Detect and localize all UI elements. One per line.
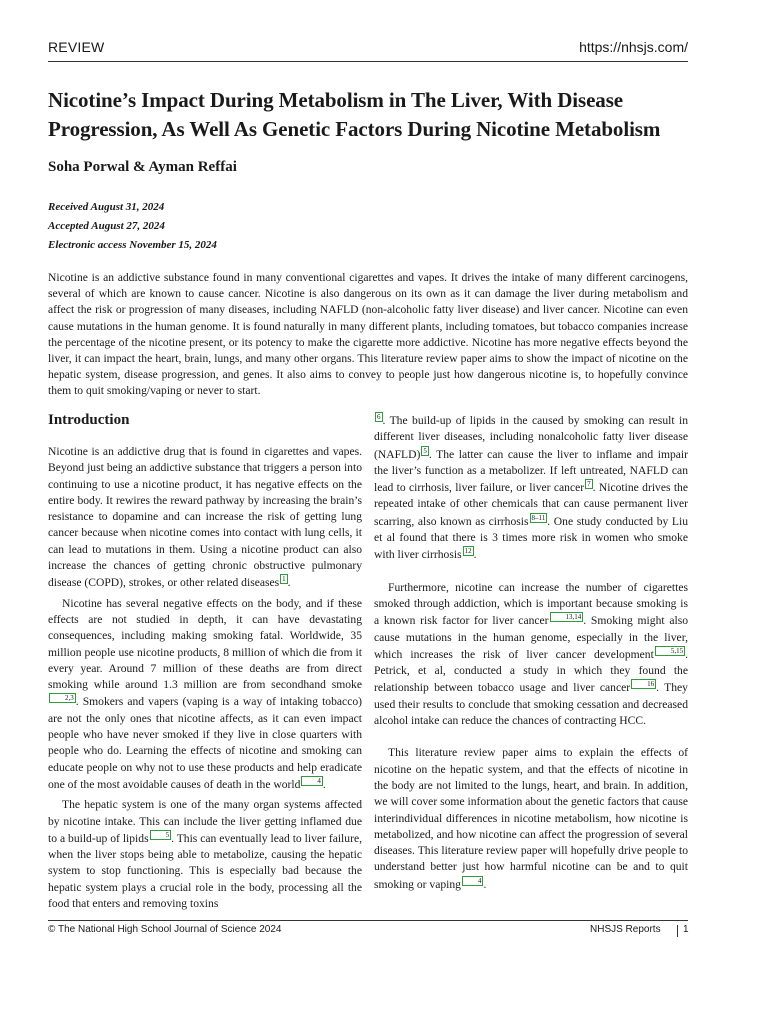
article-title: Nicotine’s Impact During Metabolism in The Liver, With Disease Progression, As Well As Genetic Factors During Nicotine Metabolism (48, 88, 661, 141)
body-paragraph-4: Furthermore, nicotine can increase the number of cigarettes smoked through addiction, which is important because smoking is a known risk factor for liver cancer 13,14 . Smoking might also cause mutations in the human genome, especially in the liver, which increases the risk of liver cancer development 5,15 . Petrick, et al, conducted a study in which they found the relationship between tobacco usage and liver cancer 16 . They used their results to conclude that smoking cessation and decreased alcohol intake can reduce the chances of contracting HCC. (374, 580, 688, 728)
section-heading-introduction: Introduction (48, 412, 130, 428)
right-column (374, 412, 688, 912)
citation-link[interactable]: 5 (423, 446, 427, 455)
citation-link[interactable]: 8–11 (531, 513, 546, 522)
citation-link[interactable]: 16 (631, 679, 656, 689)
footer-separator (677, 925, 678, 937)
citation-link[interactable]: 4 (301, 776, 323, 786)
publication-dates (48, 198, 217, 255)
citation-link[interactable]: 7 (587, 480, 591, 489)
abstract: Nicotine is an addictive substance found in many conventional cigarettes and vapes. It drives the intake of many different carcinogens, several of which are known to cause cancer. Nicotine is also dangerous on its own as it can damage the liver during metabolism and affect the risk or progression of many diseases, including NAFLD (non-alcoholic fatty liver disease) and liver cancer. Nicotine can even cause mutations in the human genome. It is found naturally in many different plants, including tomatoes, but tobacco companies increase the percentage of the nicotine present, or its potency to make the cigarette more addictive. Nicotine has more negative effects beyond the liver, it can impact the heart, brain, lungs, and many other organs. This literature review paper aims to show the impact of nicotine on the hepatic system, disease progression, and genes. It also aims to convey to people just how dangerous nicotine is, to hopefully convince them to quit smoking/vaping or never to start. (48, 271, 688, 398)
footer-divider (48, 920, 688, 921)
body-paragraph-5: This literature review paper aims to explain the effects of nicotine on the hepatic system, and that the effects of nicotine in the body are not limited to the lungs, heart, and brain. In addition, we will cover some information about the genetic factors that cause interindividual differences in nicotine metabolism, how nicotine is metabolized, and how nicotine can affect the progression of several diseases. This literature review paper will hopefully drive people to understand better just how harmful nicotine can be and to quit smoking or vaping 4 . (374, 746, 688, 891)
page-number: 1 (683, 924, 689, 935)
journal-name: NHSJS Reports (590, 924, 661, 935)
author-list: Soha Porwal & Ayman Reffai (48, 159, 237, 175)
citation-link[interactable]: 1 (282, 575, 286, 584)
received-date: Received August 31, 2024 (48, 201, 165, 213)
citation-link[interactable]: 13,14 (550, 612, 584, 622)
section-label: REVIEW (48, 39, 105, 55)
accepted-date: Accepted August 27, 2024 (48, 220, 165, 232)
citation-link[interactable]: 4 (462, 876, 484, 886)
body-paragraph-3-start: The hepatic system is one of the many organ systems affected by nicotine intake. This can include the liver getting inflamed due to a build-up of lipids 5 . This can eventually lead to liver failure, when the liver stops being able to metabolize, causing the hepatic system to stop functioning. This is especially bad because the hepatic system plays a crucial role in the body, processing all the food that enters and removing toxins (48, 798, 362, 910)
electronic-access-date: Electronic access November 15, 2024 (48, 239, 217, 251)
citation-link[interactable]: 5 (150, 830, 172, 840)
copyright-notice: © The National High School Journal of Science 2024 (48, 924, 282, 935)
citation-link[interactable]: 2,3 (49, 693, 76, 703)
body-paragraph-3-continued: 6 . The build-up of lipids in the caused by smoking can result in different liver diseases, including nonalcoholic fatty liver disease (NAFLD) 5 . The latter can cause the liver to inflame and impair the liver’s function as a metabolizer. If left untreated, NAFLD can lead to cirrhosis, liver failure, or liver cancer 7 . Nicotine drives the repeated intake of other chemicals that can cause permanent liver scarring, also known as cirrhosis 8–11 . One study conducted by Liu et al found that there is 3 times more risk in women who smoke with liver cirrhosis 12 . (374, 413, 688, 562)
citation-link[interactable]: 5,15 (655, 646, 685, 656)
body-paragraph-1: Nicotine is an addictive drug that is found in cigarettes and vapes. Beyond just being an addictive substance that triggers a person into continuing to use a nicotine product, it has negative effects on the entire body. It rewires the reward pathway by increasing the brain’s resistance to dopamine and can increase the risk of getting lung cancer because when nicotine comes into contact with lung cells, it can lead to mutations in them. Using a nicotine product can also increase the chances of getting chronic obstructive pulmonary disease (COPD), strokes, or other related diseases 1 . (48, 445, 362, 590)
header-divider (48, 61, 688, 62)
left-column (48, 410, 362, 910)
journal-url-link[interactable]: https://nhsjs.com/ (579, 39, 688, 55)
citation-link[interactable]: 6 (377, 413, 381, 421)
body-paragraph-2: Nicotine has several negative effects on the body, and if these effects are not studied in depth, it can have devastating consequences, including making smoking fatal. Worldwide, 35 million people use nicotine products, 8 million of which die from it every year. Around 7 million of these deaths are from direct smoking while around 1.3 million are from secondhand smoke2,3 . Smokers and vapers (vaping is a way of intaking tobacco) are not the only ones that nicotine affects, as it can even impact people who have never smoked if they live in close quarters with people who do. Learning the effects of nicotine and smoking can educate people on why not to use these products and help eradicate one of the most avoidable causes of death in the world 4 . (48, 596, 362, 791)
citation-link[interactable]: 12 (464, 547, 472, 556)
